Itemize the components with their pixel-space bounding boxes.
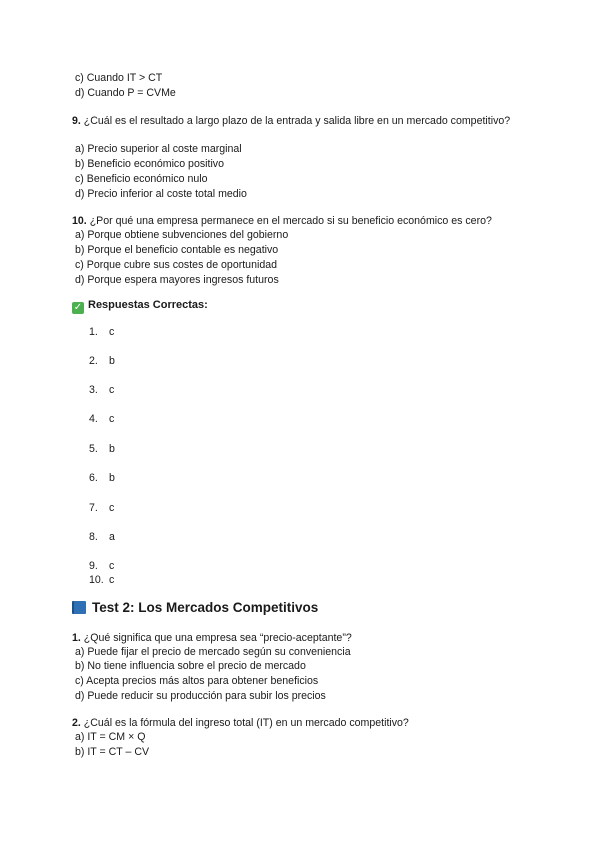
question-9 (72, 114, 532, 128)
option-a: a) Precio superior al coste marginal (75, 143, 242, 155)
option-b: b) Porque el beneficio contable es negativo (75, 244, 279, 256)
answer-item: 9. c (89, 560, 115, 572)
question-number: 2. (72, 717, 81, 729)
option-a: a) Porque obtiene subvenciones del gobierno (75, 229, 289, 241)
answers-heading (72, 299, 208, 314)
answer-item: 10. c (89, 574, 115, 586)
option-d: d) Puede reducir su producción para subir los precios (75, 690, 326, 702)
answer-item: 4. c (89, 413, 115, 425)
option-b: b) Beneficio económico positivo (75, 158, 224, 170)
option-b: b) IT = CT – CV (75, 746, 150, 758)
section-title (72, 600, 318, 615)
option-c: c) Cuando IT > CT (75, 72, 163, 84)
answer-item: 1. c (89, 326, 115, 338)
option-c: c) Acepta precios más altos para obtener beneficios (75, 675, 319, 687)
question-number: 1. (72, 632, 81, 644)
answer-item: 5. b (89, 443, 115, 455)
checkmark-icon: ✓ (73, 302, 83, 313)
question-number: 10. (72, 215, 87, 227)
question-number: 9. (72, 115, 81, 127)
answer-item: 6. b (89, 472, 115, 484)
question-10 (72, 214, 532, 228)
question-text: ¿Cuál es la fórmula del ingreso total (IT) en un mercado competitivo? (83, 717, 409, 729)
question-1 (72, 631, 532, 645)
answer-item: 7. c (89, 502, 115, 514)
option-a: a) Puede fijar el precio de mercado según su conveniencia (75, 646, 351, 658)
option-a: a) IT = CM × Q (75, 731, 146, 743)
option-b: b) No tiene influencia sobre el precio de mercado (75, 660, 306, 672)
answer-item: 8. a (89, 531, 115, 543)
option-d: d) Cuando P = CVMe (75, 87, 176, 99)
answer-item: 2. b (89, 355, 115, 367)
question-text: ¿Por qué una empresa permanece en el mercado si su beneficio económico es cero? (89, 215, 492, 227)
option-c: c) Beneficio económico nulo (75, 173, 208, 185)
option-c: c) Porque cubre sus costes de oportunidad (75, 259, 277, 271)
question-2 (72, 716, 532, 730)
answer-item: 3. c (89, 384, 115, 396)
question-text: ¿Qué significa que una empresa sea “precio-aceptante”? (83, 632, 352, 644)
section-title-text: Test 2: Los Mercados Competitivos (92, 600, 319, 615)
question-text: ¿Cuál es el resultado a largo plazo de la entrada y salida libre en un mercado competitivo? (83, 115, 511, 127)
option-d: d) Porque espera mayores ingresos futuros (75, 274, 279, 286)
answers-heading-text: Respuestas Correctas: (88, 299, 208, 311)
option-d: d) Precio inferior al coste total medio (75, 188, 247, 200)
book-icon (72, 601, 86, 614)
